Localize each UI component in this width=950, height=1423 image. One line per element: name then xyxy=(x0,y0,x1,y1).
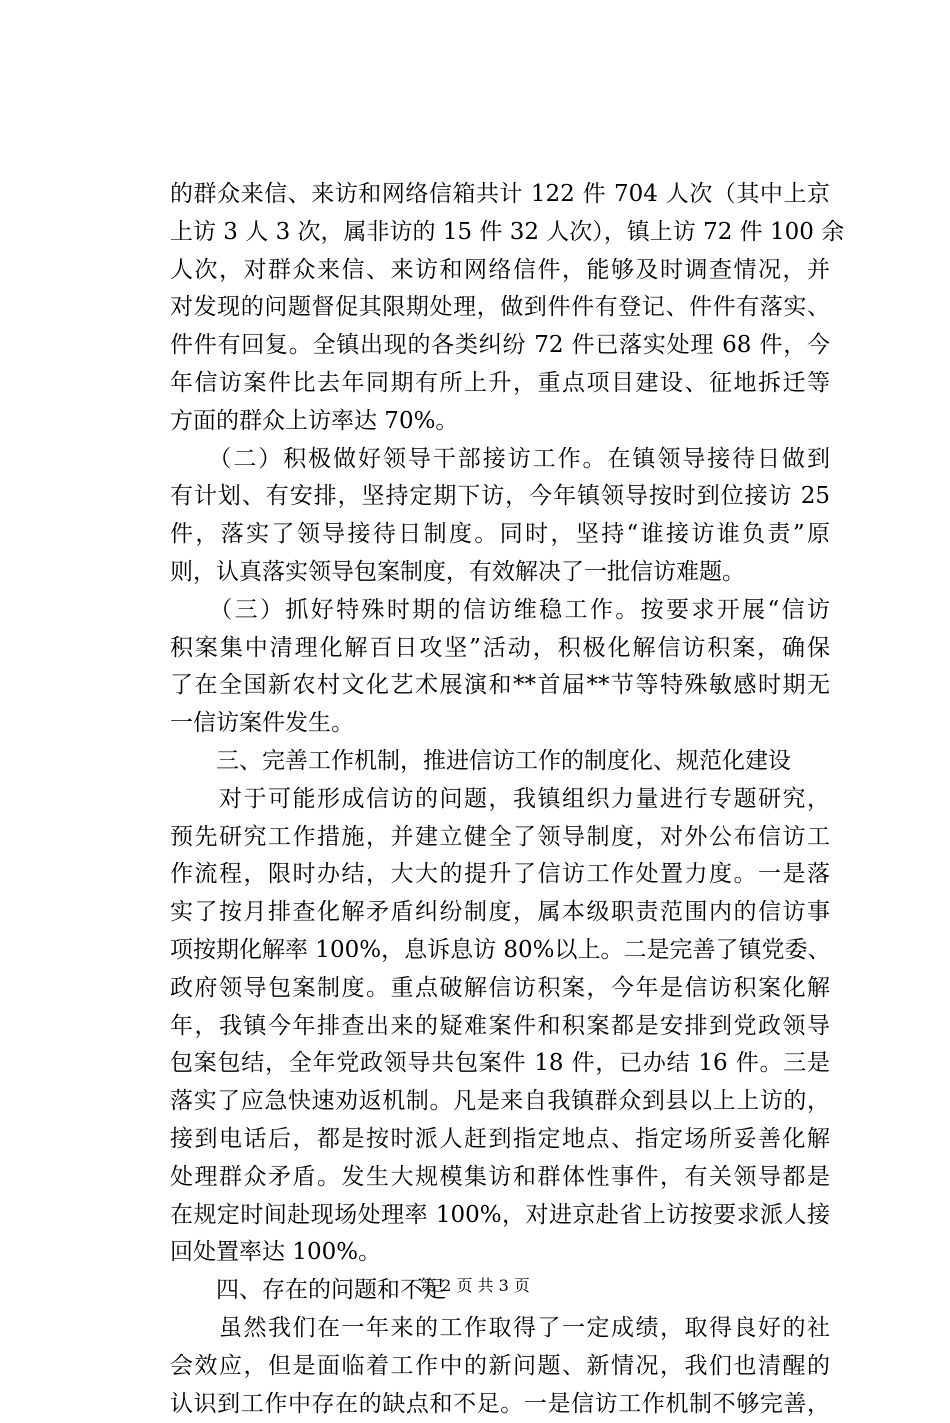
text-line: （二）积极做好领导干部接访工作。在镇领导接待日做到 xyxy=(170,441,830,479)
text-line: 有计划、有安排，坚持定期下访，今年镇领导按时到位接访 25 xyxy=(170,478,830,516)
text-line: 处理群众矛盾。发生大规模集访和群体性事件，有关领导都是 xyxy=(170,1159,830,1197)
text-line: 四、存在的问题和不足 xyxy=(170,1272,830,1310)
text-line: 对于可能形成信访的问题，我镇组织力量进行专题研究， xyxy=(170,781,830,819)
page-footer: 第 2 页 共 3 页 xyxy=(0,1276,950,1296)
text-line: 包案包结，全年党政领导共包案件 18 件，已办结 16 件。三是 xyxy=(170,1045,830,1083)
text-line: 积案集中清理化解百日攻坚”活动，积极化解信访积案，确保 xyxy=(170,630,830,668)
text-line: 实了按月排查化解矛盾纠纷制度，属本级职责范围内的信访事 xyxy=(170,894,830,932)
text-line: 三、完善工作机制，推进信访工作的制度化、规范化建设 xyxy=(170,743,830,781)
paragraph xyxy=(170,1310,830,1423)
text-line: 件件有回复。全镇出现的各类纠纷 72 件已落实处理 68 件，今 xyxy=(170,327,830,365)
text-line: 对发现的问题督促其限期处理，做到件件有登记、件件有落实、 xyxy=(170,289,830,327)
text-line: 年，我镇今年排查出来的疑难案件和积案都是安排到党政领导 xyxy=(170,1008,830,1046)
text-line: 上访 3 人 3 次，属非访的 15 件 32 人次），镇上访 72 件 100 余 xyxy=(170,214,830,252)
text-line: 认识到工作中存在的缺点和不足。一是信访工作机制不够完善， xyxy=(170,1386,830,1423)
text-line: 作流程，限时办结，大大的提升了信访工作处置力度。一是落 xyxy=(170,856,830,894)
text-line: 项按期化解率 100%，息诉息访 80%以上。二是完善了镇党委、 xyxy=(170,932,830,970)
text-line: 落实了应急快速劝返机制。凡是来自我镇群众到县以上上访的， xyxy=(170,1083,830,1121)
text-line: （三）抓好特殊时期的信访维稳工作。按要求开展“信访 xyxy=(170,592,830,630)
text-line: 会效应，但是面临着工作中的新问题、新情况，我们也清醒的 xyxy=(170,1348,830,1386)
paragraph xyxy=(170,441,830,592)
document-body xyxy=(170,176,830,1423)
paragraph xyxy=(170,743,830,781)
text-line: 年信访案件比去年同期有所上升，重点项目建设、征地拆迁等 xyxy=(170,365,830,403)
text-line: 回处置率达 100%。 xyxy=(170,1234,830,1272)
text-line: 了在全国新农村文化艺术展演和**首届**节等特殊敏感时期无 xyxy=(170,667,830,705)
text-line: 预先研究工作措施，并建立健全了领导制度，对外公布信访工 xyxy=(170,819,830,857)
text-line: 则，认真落实领导包案制度，有效解决了一批信访难题。 xyxy=(170,554,830,592)
text-line: 件，落实了领导接待日制度。同时，坚持“谁接访谁负责”原 xyxy=(170,516,830,554)
text-line: 政府领导包案制度。重点破解信访积案，今年是信访积案化解 xyxy=(170,970,830,1008)
text-line: 方面的群众上访率达 70%。 xyxy=(170,403,830,441)
text-line: 一信访案件发生。 xyxy=(170,705,830,743)
paragraph xyxy=(170,592,830,743)
text-line: 的群众来信、来访和网络信箱共计 122 件 704 人次（其中上京 xyxy=(170,176,830,214)
text-line: 在规定时间赴现场处理率 100%，对进京赴省上访按要求派人接 xyxy=(170,1197,830,1235)
paragraph xyxy=(170,176,830,441)
text-line: 人次，对群众来信、来访和网络信件，能够及时调查情况，并 xyxy=(170,252,830,290)
paragraph xyxy=(170,781,830,1272)
text-line: 接到电话后，都是按时派人赶到指定地点、指定场所妥善化解 xyxy=(170,1121,830,1159)
text-line: 虽然我们在一年来的工作取得了一定成绩，取得良好的社 xyxy=(170,1310,830,1348)
